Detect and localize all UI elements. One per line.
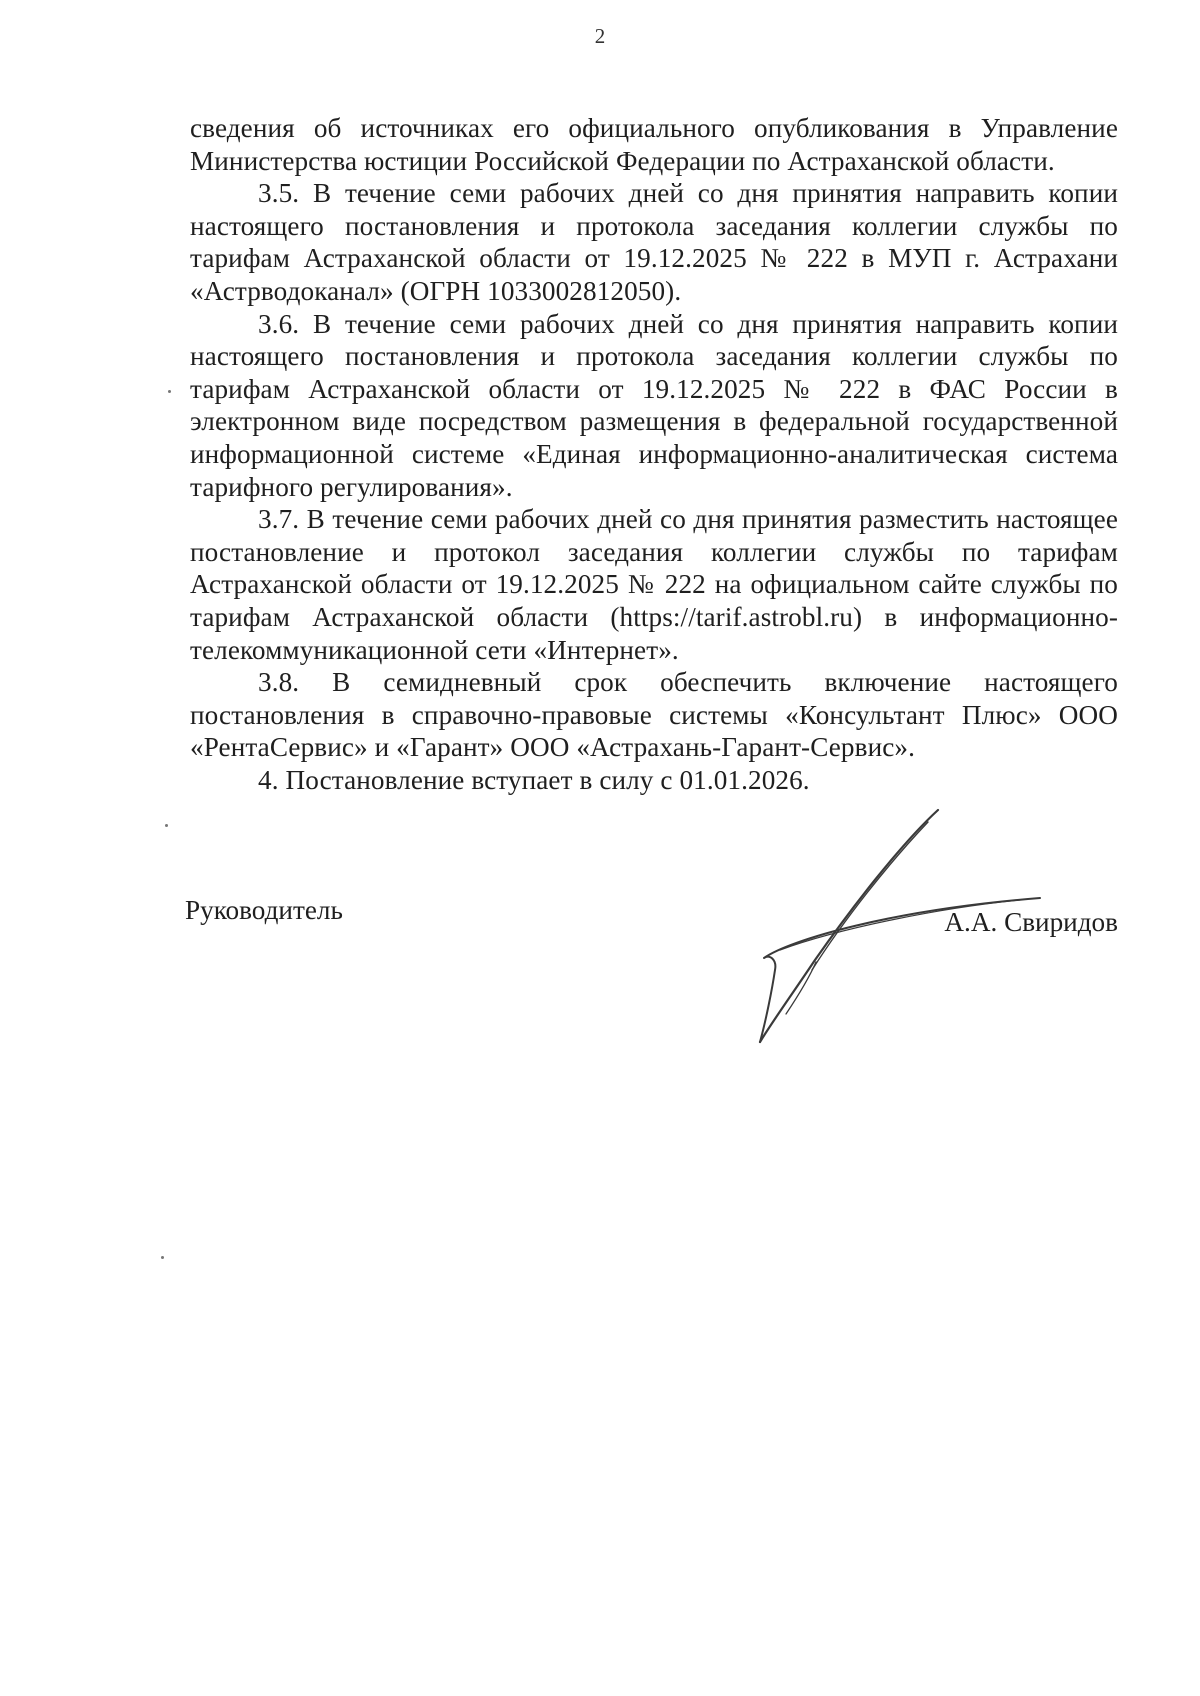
- paragraph-3-8: 3.8. В семидневный срок обеспечить включение настоящего постановления в справочно-правовые системы «Консультант Плюс» ООО «РентаСервис» и «Гарант» ООО «Астрахань-Гарант-Сервис».: [190, 667, 1118, 763]
- handwritten-signature: [720, 800, 1050, 1050]
- paragraph-3-6: 3.6. В течение семи рабочих дней со дня принятия направить копии настоящего постановления и протокола заседания коллегии службы по тарифам Астраханской области от 19.12.2025 № 222 в ФАС России в электронном виде посредством размещения в федеральной государственной информационной системе «Единая информационно-аналитическая система тарифного регулирования».: [190, 308, 1118, 502]
- scan-artifact: [165, 824, 168, 827]
- paragraph-3-7: 3.7. В течение семи рабочих дней со дня принятия разместить настоящее постановление и протокол заседания коллегии службы по тарифам Астраханской области от 19.12.2025 № 222 на официальном сайте службы по тарифам Астраханской области (https://tarif.astrobl.ru) в информационно-телекоммуникационной сети «Интернет».: [190, 504, 1118, 665]
- signatory-name: А.А. Свиридов: [944, 907, 1118, 937]
- paragraph-3-5: 3.5. В течение семи рабочих дней со дня принятия направить копии настоящего постановления и протокола заседания коллегии службы по тарифам Астраханской области от 19.12.2025 № 222 в МУП г. Астрахани «Астрводоканал» (ОГРН 1033002812050).: [190, 178, 1118, 306]
- signatory-role: Руководитель: [185, 895, 343, 925]
- scan-artifact: [161, 1256, 164, 1259]
- paragraph-intro: сведения об источниках его официального опубликования в Управление Министерства юстиции Российской Федерации по Астраханской области.: [190, 113, 1118, 176]
- scan-artifact: [168, 390, 171, 393]
- paragraph-4: 4. Постановление вступает в силу с 01.01.2026.: [258, 764, 810, 795]
- page-number: 2: [594, 24, 606, 48]
- document-body: [190, 112, 1118, 796]
